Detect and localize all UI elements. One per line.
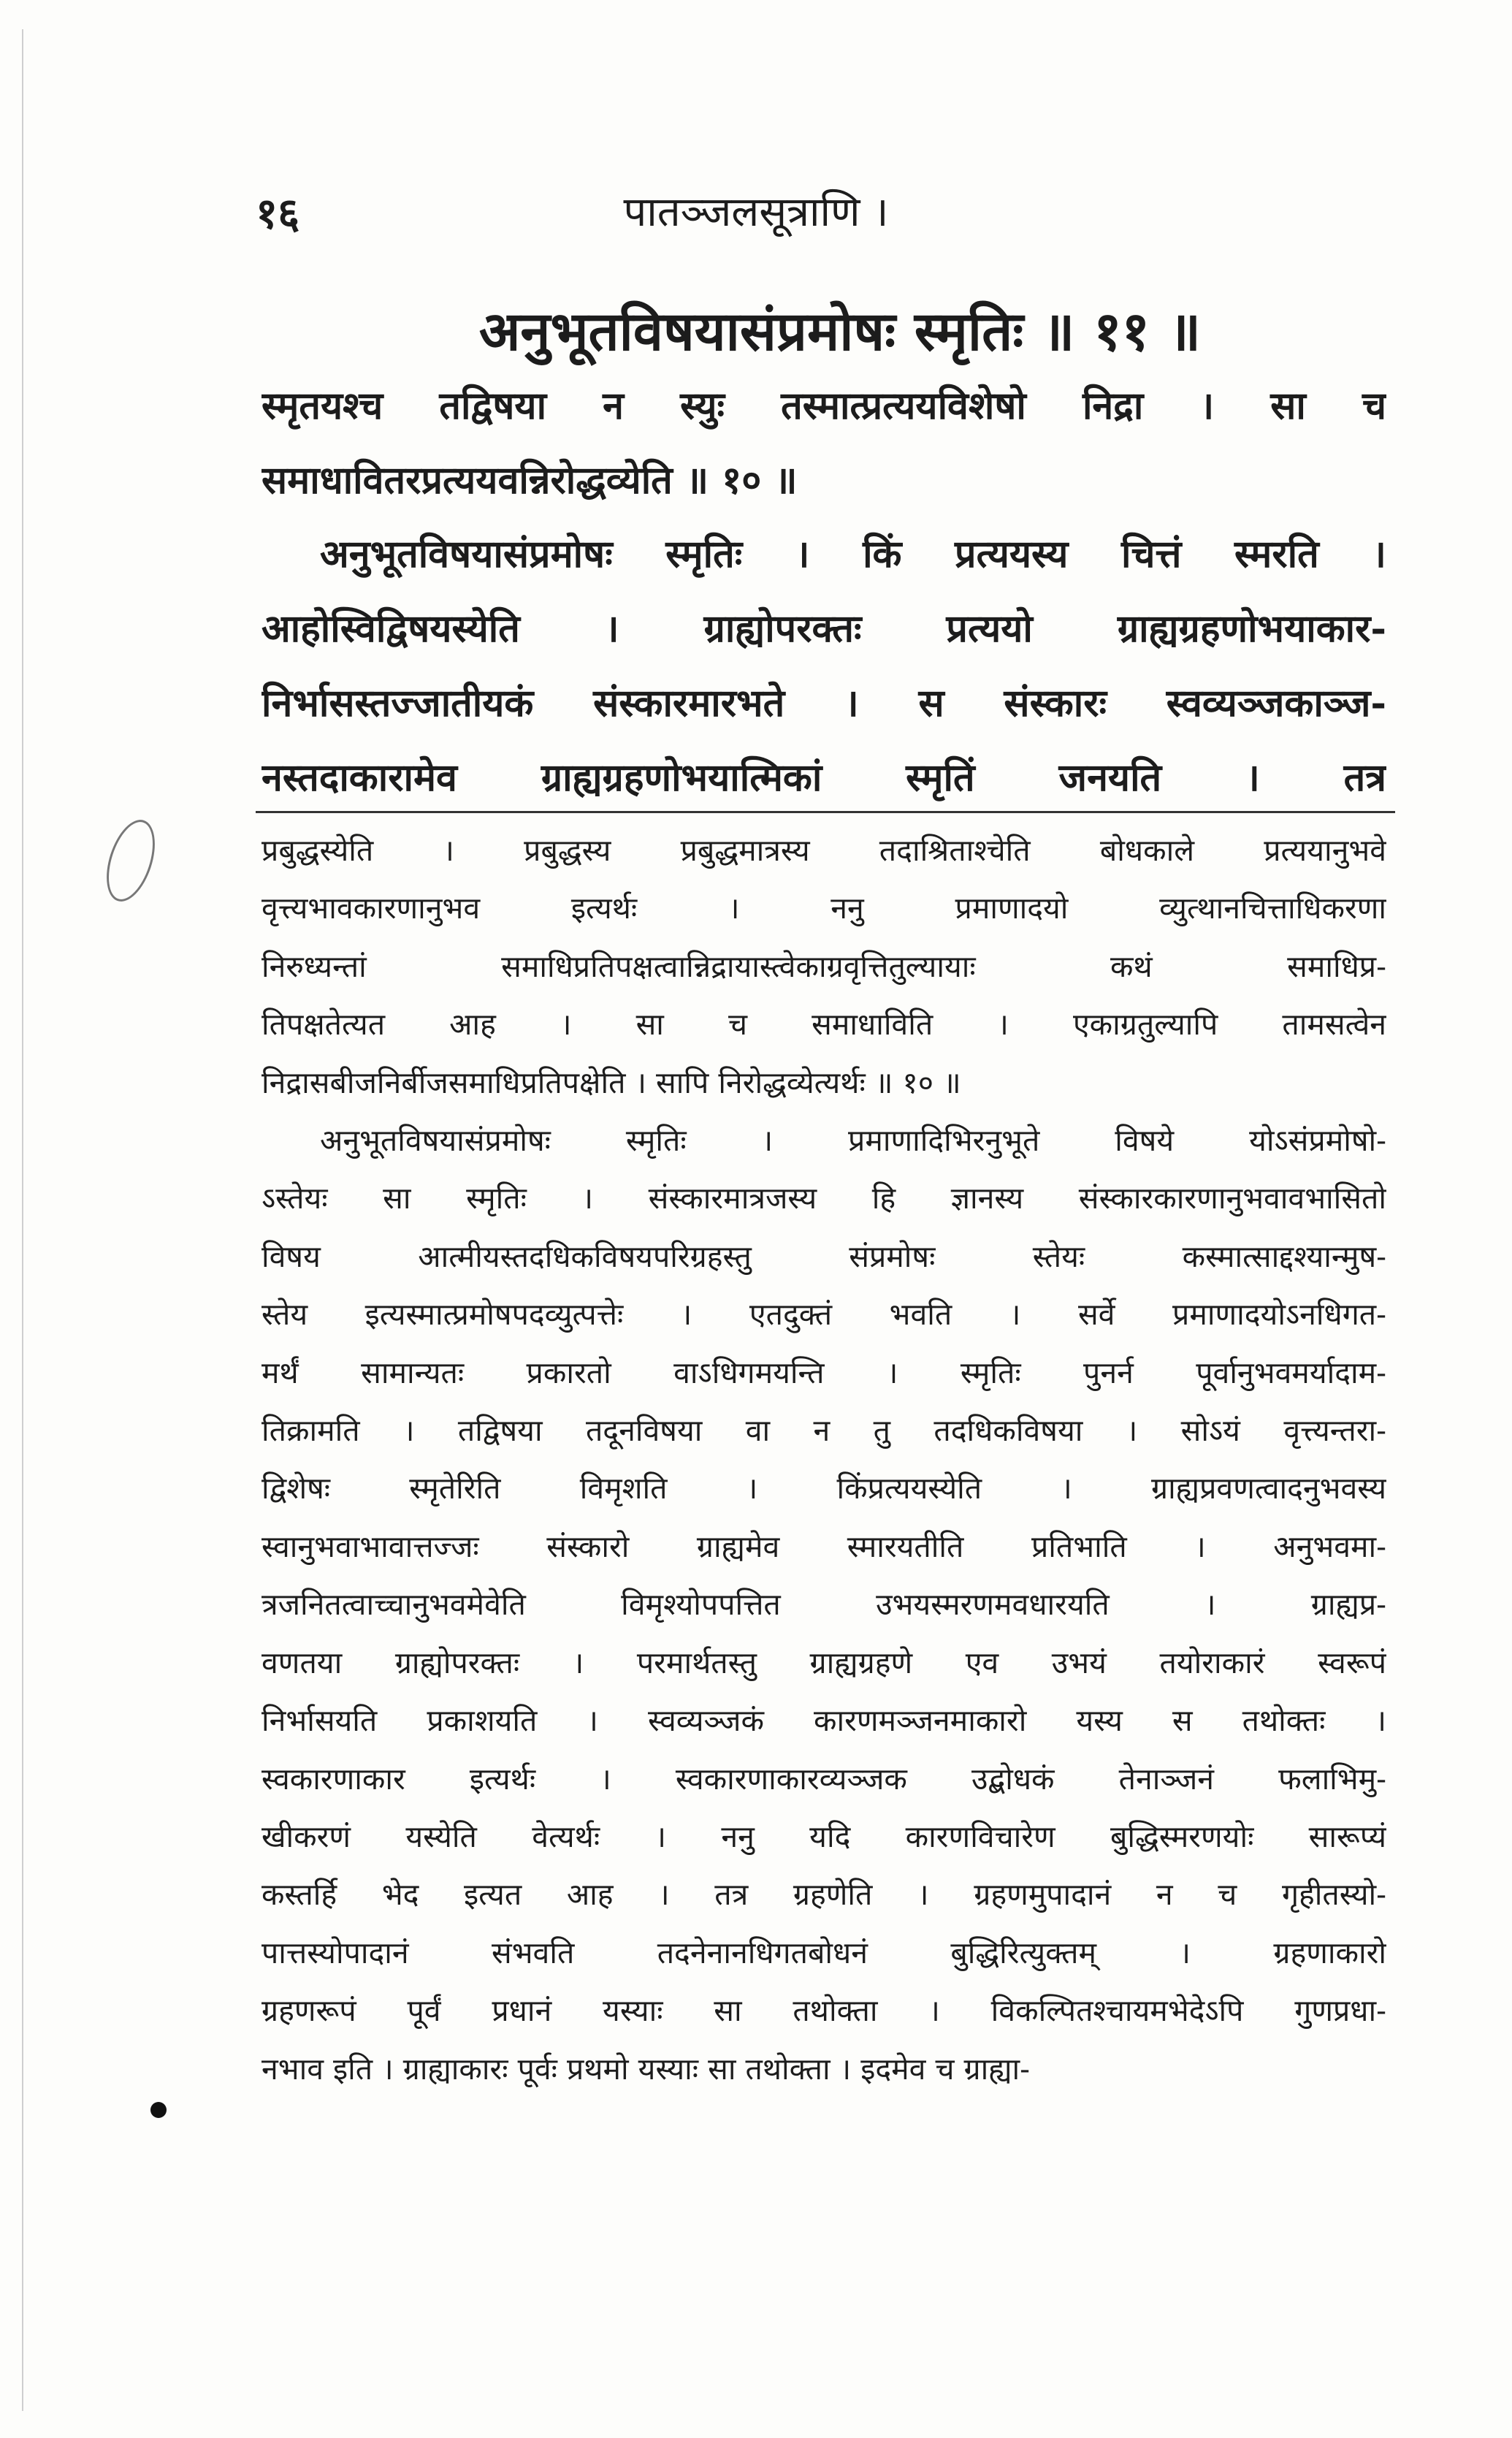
handwritten-circle-mark bbox=[97, 814, 164, 907]
bhashya-top-line: समाधावितरप्रत्ययवन्निरोद्धव्येति ॥ १० ॥ bbox=[261, 458, 798, 503]
commentary-line: कस्तर्हि भेद इत्यत आह । तत्र ग्रहणेति । ग्रहणमुपादानं न च गृहीतस्यो- bbox=[261, 1877, 1386, 1913]
commentary-line: प्रबुद्धस्येति । प्रबुद्धस्य प्रबुद्धमात्रस्य तदाश्रिताश्चेति बोधकाले प्रत्ययानुभवे bbox=[261, 833, 1386, 868]
commentary-line: निर्भासयति प्रकाशयति । स्वव्यञ्जकं कारणमञ्जनमाकारो यस्य स तथोक्तः । bbox=[261, 1703, 1386, 1739]
commentary-line: स्तेय इत्यस्मात्प्रमोषपदव्युत्पत्तेः । एतदुक्तं भवति । सर्वे प्रमाणादयोऽनधिगत- bbox=[261, 1297, 1386, 1333]
page-edge bbox=[22, 29, 23, 2411]
page-number: १६ bbox=[256, 188, 300, 238]
bhashya-main-line: निर्भासस्तज्जातीयकं संस्कारमारभते । स संस्कारः स्वव्यञ्जकाञ्ज- bbox=[261, 681, 1386, 725]
bhashya-main-line: नस्तदाकारामेव ग्राह्यग्रहणोभयात्मिकां स्मृतिं जनयति । तत्र bbox=[261, 755, 1386, 800]
bhashya-main-line: आहोस्विद्विषयस्येति । ग्राह्योपरक्तः प्रत्ययो ग्राह्यग्रहणोभयाकार- bbox=[261, 606, 1386, 651]
commentary-line: त्रजनितत्वाच्चानुभवमेवेति विमृश्योपपत्तित उभयस्मरणमवधारयति । ग्राह्यप्र- bbox=[261, 1587, 1386, 1623]
commentary bbox=[261, 822, 1386, 2098]
commentary-line: वृत्त्यभावकारणानुभव इत्यर्थः । ननु प्रमाणादयो व्युत्थानचित्ताधिकरणा bbox=[261, 891, 1386, 926]
commentary-line: स्वकारणाकार इत्यर्थः । स्वकारणाकारव्यञ्जक उद्बोधकं तेनाञ्जनं फलाभिमु- bbox=[261, 1761, 1386, 1797]
bhashya-main bbox=[261, 517, 1386, 815]
commentary-line: नभाव इति । ग्राह्याकारः पूर्वः प्रथमो यस्याः सा तथोक्ता । इदमेव च ग्राह्या- bbox=[261, 2051, 1031, 2087]
commentary-line: मर्थं सामान्यतः प्रकारतो वाऽधिगमयन्ति । स्मृतिः पुनर्न पूर्वानुभवमर्यादाम- bbox=[261, 1355, 1386, 1390]
commentary-line: पात्तस्योपादानं संभवति तदनेनानधिगतबोधनं बुद्धिरित्युक्तम् । ग्रहणाकारो bbox=[261, 1935, 1386, 1970]
commentary-line: विषय आत्मीयस्तदधिकविषयपरिग्रहस्तु संप्रमोषः स्तेयः कस्मात्साद्दश्यान्मुष- bbox=[261, 1238, 1386, 1274]
commentary-line: अनुभूतविषयासंप्रमोषः स्मृतिः । प्रमाणादिभिरनुभूते विषये योऽसंप्रमोषो- bbox=[320, 1123, 1386, 1159]
commentary-line: निरुध्यन्तां समाधिप्रतिपक्षत्वान्निद्रायास्त्वेकाग्रवृत्तितुल्यायाः कथं समाधिप्र- bbox=[261, 948, 1386, 984]
commentary-line: द्विशेषः स्मृतेरिति विमृशति । किंप्रत्ययस्येति । ग्राह्यप्रवणत्वादनुभवस्य bbox=[261, 1471, 1386, 1506]
commentary-line: तिक्रामति । तद्विषया तदूनविषया वा न तु तदधिकविषया । सोऽयं वृत्त्यन्तरा- bbox=[261, 1413, 1386, 1449]
commentary-line: ऽस्तेयः सा स्मृतिः । संस्कारमात्रजस्य हि ज्ञानस्य संस्कारकारणानुभवावभासितो bbox=[261, 1181, 1386, 1216]
bhashya-top-line: स्मृतयश्च तद्विषया न स्युः तस्मात्प्रत्ययविशेषो निद्रा । सा च bbox=[261, 384, 1386, 428]
commentary-line: स्वानुभवाभावात्तज्जः संस्कारो ग्राह्यमेव स्मारयतीति प्रतिभाति । अनुभवमा- bbox=[261, 1528, 1386, 1564]
commentary-line: खीकरणं यस्येति वेत्यर्थः । ननु यदि कारणविचारेण बुद्धिस्मरणयोः सारूप्यं bbox=[261, 1818, 1386, 1854]
section-divider bbox=[256, 811, 1395, 813]
bhashya-top bbox=[261, 369, 1386, 518]
commentary-line: वणतया ग्राह्योपरक्तः । परमार्थतस्तु ग्राह्यग्रहणे एव उभयं तयोराकारं स्वरूपं bbox=[261, 1645, 1386, 1680]
margin-dot bbox=[150, 2102, 167, 2118]
commentary-line: निद्रासबीजनिर्बीजसमाधिप्रतिपक्षेति । सापि निरोद्धव्येत्यर्थः ॥ १० ॥ bbox=[261, 1064, 961, 1100]
running-title: पातञ्जलसूत्राणि । bbox=[623, 188, 889, 236]
sutra-heading: अनुभूतविषयासंप्रमोषः स्मृतिः ॥ ११ ॥ bbox=[478, 300, 1202, 363]
commentary-line: तिपक्षतेत्यत आह । सा च समाधाविति । एकाग्रतुल्यापि तामसत्वेन bbox=[261, 1007, 1386, 1043]
commentary-line: ग्रहणरूपं पूर्वं प्रधानं यस्याः सा तथोक्ता । विकल्पितश्चायमभेदेऽपि गुणप्रधा- bbox=[261, 1993, 1386, 2029]
bhashya-main-line: अनुभूतविषयासंप्रमोषः स्मृतिः । किं प्रत्ययस्य चित्तं स्मरति । bbox=[320, 532, 1386, 576]
page-header bbox=[0, 175, 1512, 241]
